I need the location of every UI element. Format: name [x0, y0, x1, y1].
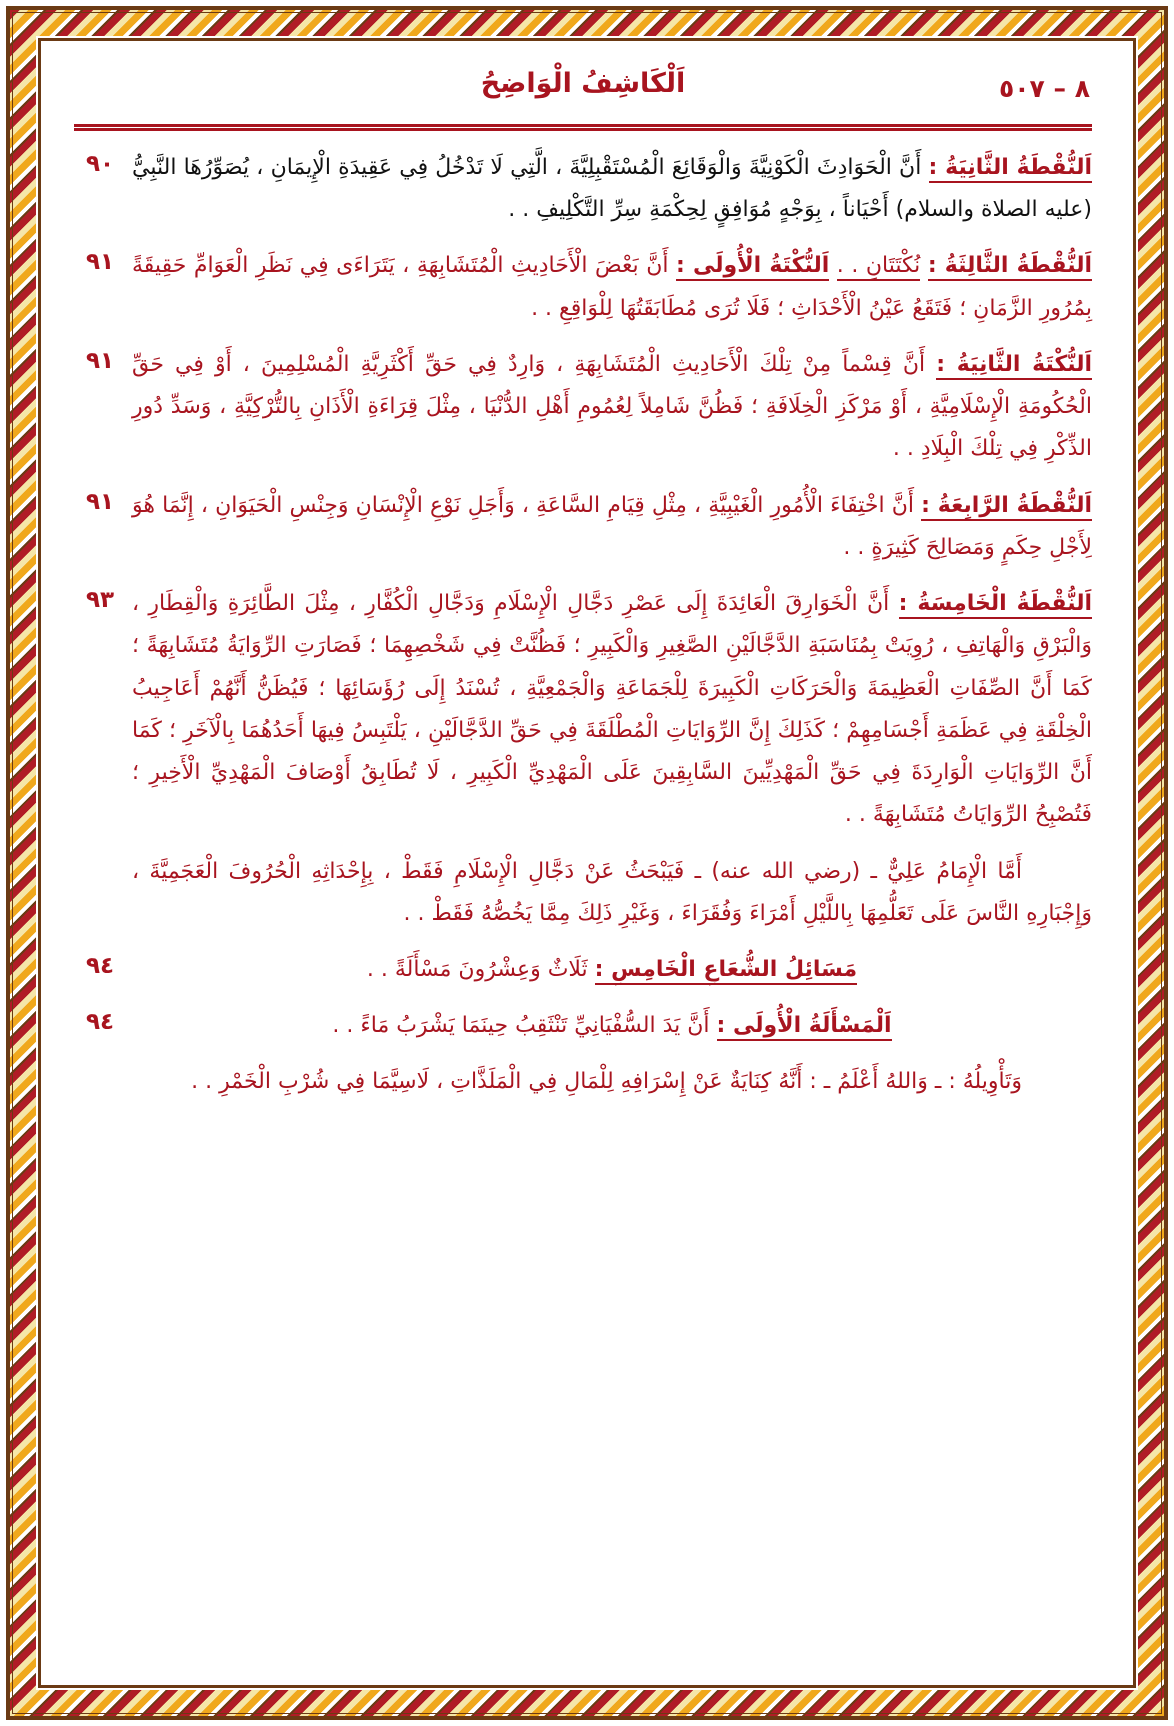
margin-page-number: ٩٣ [85, 587, 115, 614]
paragraph-line: أَنَّ الْحَوَادِثَ الْكَوْنِيَّةَ وَالْوَقَائِعَ الْمُسْتَقْبِلِيَّةَ ، الَّتِي لَا تَدْخُلُ فِي عَقِيدَةِ الْإِيمَانِ ، [256, 155, 922, 180]
folio-number: ٨ – ٥٠٧ [999, 74, 1090, 103]
margin-page-number: ٩١ [85, 249, 115, 276]
paragraph-line: فِي شَخْصِهِمَا ؛ فَصَارَتِ الرِّوَايَةُ مُتَشَابِهَةً ؛ كَمَا أَنَّ الصِّفَاتِ الْعَظِيمَةَ وَالْحَرَكَاتِ الْكَبِيرَةَ [132, 633, 1092, 701]
sub-heading: اَلنُّكْتَةُ الْأُولَى : [676, 253, 829, 281]
section-heading: اَلنُّقْطَةُ الرَّابِعَةُ : [921, 493, 1092, 521]
margin-page-number: ٩٠ [85, 151, 115, 177]
section-heading: اَلنُّقْطَةُ الْخَامِسَةُ : [899, 591, 1092, 619]
paragraph-line: الْمَهْدِيِّ الْأَخِيرِ ؛ فَتُصْبِحُ الرِّوَايَاتُ مُتَشَابِهَةً . . [132, 760, 1092, 828]
page-content [52, 52, 1122, 1674]
sub-heading-count: نُكْتَتَانِ . . [837, 253, 920, 281]
section-heading: مَسَائِلُ الشُّعَاعِ الْخَامِسِ : [595, 957, 857, 985]
paragraph [132, 245, 1092, 329]
paragraph-line: أَنَّ قِسْماً مِنْ تِلْكَ الْأَحَادِيثِ الْمُتَشَابِهَةِ ، وَارِدٌ فِي حَقِّ أَكْثَرِيَّةِ الْمُسْلِمِينَ ، [242, 351, 926, 377]
text-block [74, 344, 1092, 471]
paragraph-line: يُصَوِّرُهَا النَّبِيُّ (عليه الصلاة والسلام) أَحْيَاناً ، بِوَجْهٍ مُوَافِقٍ لِحِكْمَةِ سِرِّ التَّكْلِيفِ . . [132, 155, 1092, 223]
section-heading: اَلنُّكْتَةُ الثَّانِيَةُ : [936, 352, 1092, 380]
paragraph-line: أَنَّ اخْتِفَاءَ الْأُمُورِ الْغَيْبِيَّةِ ، مِثْلِ قِيَامِ السَّاعَةِ ، وَأَجَلِ نَوْعِ الْإِنْسَانِ وَجِنْسِ [289, 492, 915, 518]
paragraph [132, 949, 1092, 991]
paragraph-line: لِلْجَمَاعَةِ وَالْجَمْعِيَّةِ ، تُسْنَدُ إِلَى رُؤَسَائِهَا ؛ فَيُظَنُّ أَنَّهُمْ أَعَاجِيبُ الْخِلْقَةِ فِي عَظَمَةِ أَجْسَامِهِمْ ؛ [132, 675, 1092, 743]
margin-page-number: ٩١ [85, 347, 115, 374]
text-block [74, 851, 1092, 935]
section-heading: اَلْمَسْأَلَةُ الْأُولَى : [717, 1013, 892, 1041]
text-block [74, 1005, 1092, 1047]
paragraph [132, 1005, 1092, 1047]
paragraph-line: أَنَّ يَدَ السُّفْيَانِيِّ تَنْثَقِبُ حِينَمَا يَشْرَبُ مَاءً . . [332, 1013, 710, 1039]
paragraph-line: الْعَوَامِّ حَقِيقَةً بِمُرُورِ الزَّمَانِ ؛ فَتَقَعُ عَيْنُ الْأَحْدَاثِ ؛ فَلَا تُرَى مُطَابَقَتُهَا لِلْوَاقِعِ . . [132, 253, 1092, 321]
paragraph [132, 485, 1092, 569]
section-heading: اَلنُّقْطَةُ الثَّانِيَةُ : [929, 155, 1093, 183]
paragraph [132, 147, 1092, 231]
text-block [74, 583, 1092, 836]
paragraph-line: الْخَمْرِ . . [191, 1069, 271, 1095]
paragraph-line: أَنَّ بَعْضَ الْأَحَادِيثِ الْمُتَشَابِهَةِ ، يَتَرَاءَى فِي نَظَرِ [255, 253, 669, 279]
paragraph [132, 344, 1092, 471]
paragraph-line: الرِّوَايَاتِ الْوَارِدَةَ فِي حَقِّ الْمَهْدِيِّينَ السَّابِقِينَ عَلَى الْمَهْدِيِّ الْكَبِيرِ ، لَا تُطَابِقُ أَوْصَافَ [285, 760, 1060, 786]
margin-page-number: ٩٤ [85, 952, 115, 979]
text-block [74, 147, 1092, 231]
text-block [74, 1061, 1092, 1103]
section-heading: اَلنُّقْطَةُ الثَّالِثَةُ : [928, 253, 1092, 281]
paragraph-line: الطَّائِرَةِ وَالْقِطَارِ ، وَالْبَرْقِ وَالْهَاتِفِ ، رُوِيَتْ بِمُنَاسَبَةِ الدَّجَّالَيْنِ الصَّغِيرِ وَالْكَبِيرِ ؛ فَظُنَّتْ [132, 591, 1092, 659]
text-block [74, 245, 1092, 329]
text-block [74, 949, 1092, 991]
paragraph-line: الْحَيَوَانِ ، إِنَّمَا هُوَ لِأَجْلِ حِكَمٍ وَمَصَالِحَ كَثِيرَةٍ . . [132, 492, 1092, 560]
paragraph-line: قِرَاءَةِ الْأَذَانِ بِالتُّرْكِيَّةِ ، وَسَدِّ دُورِ الذِّكْرِ فِي تِلْكَ الْبِلَادِ . . [132, 394, 1092, 462]
paragraph [132, 1061, 1092, 1103]
paragraph-line: الْعَجَمِيَّةَ ، وَإِجْبَارِهِ النَّاسَ عَلَى تَعَلُّمِهَا بِاللَّيْلِ أَمْرَاءَ وَفُقَرَاءَ ، وَغَيْرِ ذَلِكَ مِمَّا يَخُصُّهُ فَقَطْ . . [132, 858, 1092, 926]
running-head [74, 66, 1092, 122]
paragraph-line: ثَلَاثٌ وَعِشْرُونَ مَسْأَلَةً . . [366, 956, 588, 982]
text-block [74, 485, 1092, 569]
paragraph-line: أَمَّا الْإِمَامُ عَلِيٌّ ـ (رضي الله عنه) ـ فَيَبْحَثُ عَنْ دَجَّالِ الْإِسْلَامِ فَقَطْ ، بِإِحْدَاثِهِ الْحُرُوفَ [228, 858, 1022, 884]
paragraph-line: أَنَّ الْخَوَارِقَ الْعَائِدَةَ إِلَى عَصْرِ دَجَّالِ الْإِسْلَامِ وَدَجَّالِ الْكُفَّارِ ، مِثْلَ [304, 591, 890, 617]
paragraph-line: كَذَلِكَ إِنَّ الرِّوَايَاتِ الْمُطْلَقَةَ فِي حَقِّ الدَّجَّالَيْنِ ، يَلْتَبِسُ فِيهَا أَحَدُهُمَا بِالْآخَرِ ؛ كَمَا أَنَّ [132, 717, 1092, 786]
paragraph-line: أَوْ فِي حَقِّ الْحُكُومَةِ الْإِسْلَامِيَّةِ ، أَوْ مَرْكَزِ الْخِلَافَةِ ؛ فَظُنَّ شَامِلاً لِعُمُومِ أَهْلِ الدُّنْيَا ، مِثْلَ [132, 351, 1092, 420]
header-divider-rule [74, 124, 1092, 131]
margin-page-number: ٩٤ [85, 1009, 115, 1036]
book-title: اَلْكَاشِفُ الْوَاضِحُ [480, 68, 686, 99]
paragraph [132, 583, 1092, 836]
paragraph [132, 851, 1092, 935]
margin-page-number: ٩١ [85, 488, 115, 515]
paragraph-line: وَتَأْوِيلُهُ : ـ وَاللهُ أَعْلَمُ ـ : أَنَّهُ كِنَايَةٌ عَنْ إِسْرَافِهِ لِلْمَالِ فِي الْمَلَذَّاتِ ، لَاسِيَّمَا فِي شُرْبِ [277, 1069, 1022, 1095]
